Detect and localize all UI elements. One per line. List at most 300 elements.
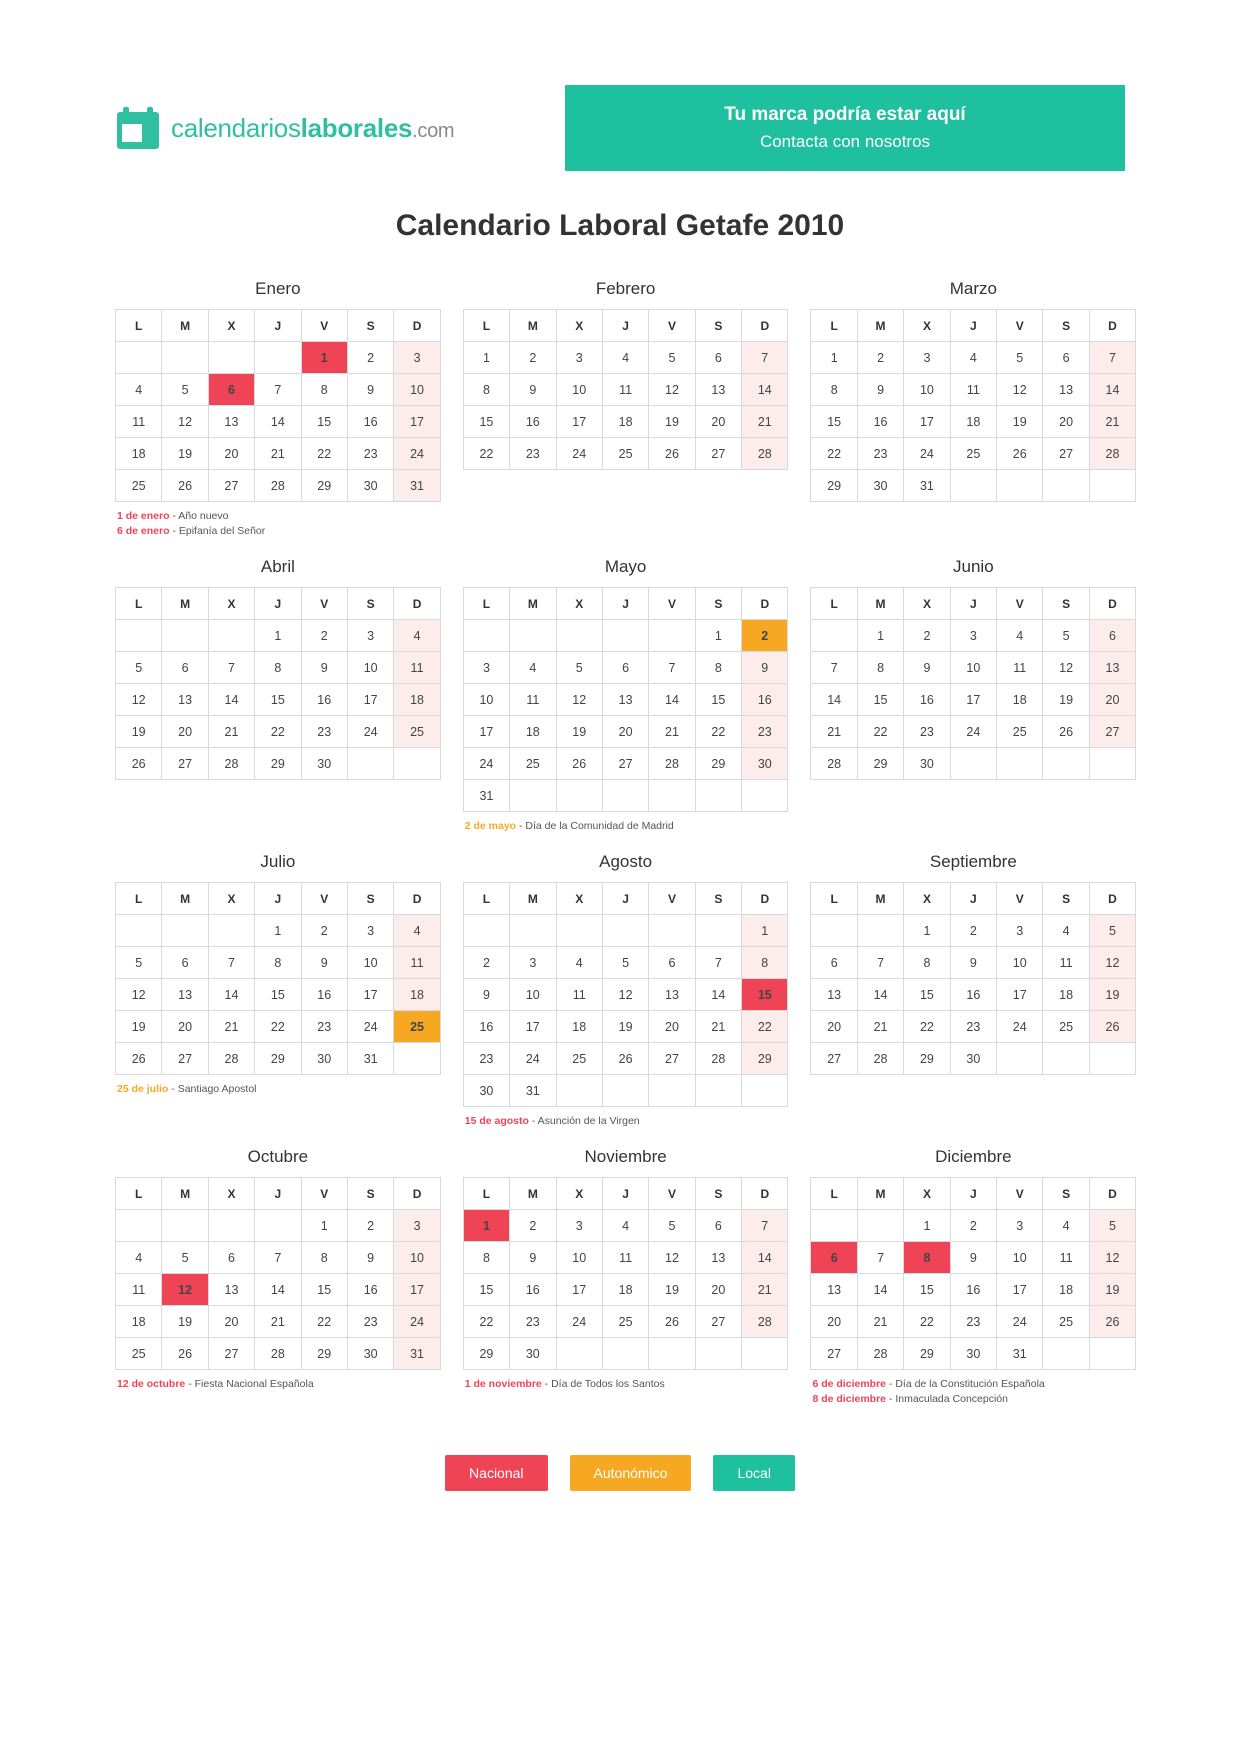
day-cell: 28	[255, 470, 301, 502]
day-cell: 20	[162, 1011, 208, 1043]
day-cell: 31	[904, 470, 950, 502]
day-cell: 27	[811, 1043, 857, 1075]
page-header	[0, 0, 1240, 171]
weekday-header: L	[811, 588, 857, 620]
week-row	[463, 406, 788, 438]
day-cell: 15	[857, 684, 903, 716]
empty-day-cell	[811, 915, 857, 947]
empty-day-cell	[695, 780, 741, 812]
holiday-day-cell: 6	[811, 1242, 857, 1274]
weekday-header: V	[649, 1178, 695, 1210]
ad-banner-subtext: Contacta con nosotros	[759, 132, 931, 151]
day-cell: 1	[255, 915, 301, 947]
day-cell: 15	[255, 684, 301, 716]
day-cell: 17	[997, 979, 1043, 1011]
day-cell: 4	[556, 947, 602, 979]
day-cell: 13	[695, 374, 741, 406]
day-cell: 23	[904, 716, 950, 748]
weekday-header-row	[811, 883, 1136, 915]
day-cell: 9	[347, 374, 393, 406]
day-cell: 22	[811, 438, 857, 470]
day-cell: 22	[463, 1306, 509, 1338]
page-title: Calendario Laboral Getafe 2010	[395, 209, 845, 242]
day-cell: 14	[857, 1274, 903, 1306]
day-cell: 23	[347, 1306, 393, 1338]
day-cell: 21	[695, 1011, 741, 1043]
day-cell: 3	[347, 915, 393, 947]
day-cell: 9	[463, 979, 509, 1011]
weekday-header: L	[811, 883, 857, 915]
legend-item-nacional[interactable]: Nacional	[445, 1455, 547, 1491]
day-cell: 17	[510, 1011, 556, 1043]
day-cell: 8	[811, 374, 857, 406]
holiday-note-date: 6 de diciembre	[812, 1378, 886, 1390]
empty-day-cell	[857, 915, 903, 947]
day-cell: 5	[116, 947, 162, 979]
day-cell: 28	[255, 1338, 301, 1370]
day-cell: 20	[695, 406, 741, 438]
day-cell: 6	[602, 652, 648, 684]
day-cell: 7	[255, 1242, 301, 1274]
weekday-header: S	[695, 310, 741, 342]
day-cell: 8	[904, 947, 950, 979]
holiday-note	[465, 1114, 789, 1129]
day-cell: 16	[510, 1274, 556, 1306]
holiday-note-date: 12 de octubre	[117, 1378, 186, 1390]
weekday-header: M	[162, 883, 208, 915]
ad-banner-headline: Tu marca podría estar aquí	[724, 104, 966, 125]
day-cell: 21	[255, 438, 301, 470]
day-cell: 12	[116, 684, 162, 716]
weekday-header: M	[857, 883, 903, 915]
empty-day-cell	[950, 470, 996, 502]
day-cell: 3	[394, 342, 440, 374]
weekday-header-row	[116, 310, 441, 342]
weekday-header: J	[255, 1178, 301, 1210]
day-cell: 4	[1043, 1210, 1089, 1242]
day-cell: 19	[1043, 684, 1089, 716]
weekday-header: S	[347, 883, 393, 915]
month-block	[115, 1147, 441, 1407]
empty-day-cell	[116, 915, 162, 947]
day-cell: 17	[556, 406, 602, 438]
weekday-header: D	[742, 588, 788, 620]
month-name: Octubre	[247, 1147, 309, 1166]
week-row	[463, 748, 788, 780]
day-cell: 16	[301, 684, 347, 716]
week-row	[116, 979, 441, 1011]
week-row	[463, 1242, 788, 1274]
day-cell: 17	[347, 684, 393, 716]
day-cell: 13	[602, 684, 648, 716]
day-cell: 2	[301, 915, 347, 947]
weekday-header: V	[649, 588, 695, 620]
weekday-header: L	[811, 1178, 857, 1210]
weekday-header: L	[463, 883, 509, 915]
weekday-header: D	[1089, 310, 1135, 342]
day-cell: 20	[649, 1011, 695, 1043]
holiday-note-description: - Día de Todos los Santos	[541, 1378, 665, 1390]
day-cell: 24	[394, 1306, 440, 1338]
week-row	[463, 780, 788, 812]
day-cell: 31	[394, 1338, 440, 1370]
weekday-header: S	[1043, 588, 1089, 620]
holiday-day-cell: 6	[208, 374, 254, 406]
empty-day-cell	[463, 915, 509, 947]
week-row	[463, 1210, 788, 1242]
weekday-header-row	[463, 310, 788, 342]
day-cell: 17	[347, 979, 393, 1011]
month-block	[810, 1147, 1136, 1407]
day-cell: 5	[602, 947, 648, 979]
day-cell: 13	[162, 979, 208, 1011]
day-cell: 21	[208, 1011, 254, 1043]
day-cell: 17	[463, 716, 509, 748]
day-cell: 30	[301, 748, 347, 780]
day-cell: 3	[950, 620, 996, 652]
logo-text-part1: calendarios	[171, 112, 301, 143]
day-cell: 5	[997, 342, 1043, 374]
day-cell: 28	[811, 748, 857, 780]
weekday-header: V	[301, 588, 347, 620]
day-cell: 11	[394, 652, 440, 684]
day-cell: 2	[347, 1210, 393, 1242]
day-cell: 14	[695, 979, 741, 1011]
week-row	[116, 915, 441, 947]
day-cell: 12	[556, 684, 602, 716]
empty-day-cell	[649, 1338, 695, 1370]
day-cell: 15	[463, 1274, 509, 1306]
weekday-header: J	[950, 310, 996, 342]
day-cell: 29	[904, 1043, 950, 1075]
month-block	[810, 852, 1136, 1129]
legend-item-autonomico[interactable]: Autonómico	[570, 1455, 692, 1491]
day-cell: 21	[1089, 406, 1135, 438]
day-cell: 30	[301, 1043, 347, 1075]
day-cell: 24	[556, 1306, 602, 1338]
day-cell: 19	[162, 1306, 208, 1338]
day-cell: 5	[116, 652, 162, 684]
empty-day-cell	[463, 620, 509, 652]
holiday-note-description: - Año nuevo	[169, 510, 229, 522]
day-cell: 11	[1043, 947, 1089, 979]
week-row	[811, 1210, 1136, 1242]
day-cell: 11	[602, 374, 648, 406]
day-cell: 20	[811, 1011, 857, 1043]
empty-day-cell	[602, 1338, 648, 1370]
month-notes	[465, 819, 789, 834]
day-cell: 29	[463, 1338, 509, 1370]
day-cell: 23	[857, 438, 903, 470]
week-row	[116, 1338, 441, 1370]
day-cell: 10	[556, 1242, 602, 1274]
day-cell: 3	[556, 1210, 602, 1242]
weekday-header: J	[255, 588, 301, 620]
weekday-header: X	[556, 310, 602, 342]
day-cell: 1	[301, 1210, 347, 1242]
day-cell: 19	[556, 716, 602, 748]
empty-day-cell	[347, 748, 393, 780]
day-cell: 30	[950, 1338, 996, 1370]
week-row	[463, 915, 788, 947]
day-cell: 18	[1043, 979, 1089, 1011]
day-cell: 7	[255, 374, 301, 406]
empty-day-cell	[116, 1210, 162, 1242]
day-cell: 11	[394, 947, 440, 979]
day-cell: 11	[116, 1274, 162, 1306]
day-cell: 23	[742, 716, 788, 748]
day-cell: 7	[857, 1242, 903, 1274]
day-cell: 15	[255, 979, 301, 1011]
empty-day-cell	[255, 342, 301, 374]
day-cell: 15	[695, 684, 741, 716]
holiday-day-cell: 1	[463, 1210, 509, 1242]
week-row	[463, 342, 788, 374]
weekday-header: V	[997, 1178, 1043, 1210]
empty-day-cell	[1043, 470, 1089, 502]
day-cell: 6	[695, 342, 741, 374]
empty-day-cell	[510, 780, 556, 812]
day-cell: 12	[1089, 1242, 1135, 1274]
month-name: Agosto	[599, 852, 653, 871]
week-row	[811, 1242, 1136, 1274]
holiday-note-description: - Asunción de la Virgen	[528, 1115, 640, 1127]
weekday-header: M	[162, 588, 208, 620]
empty-day-cell	[556, 1075, 602, 1107]
empty-day-cell	[162, 342, 208, 374]
holiday-note-date: 1 de noviembre	[464, 1378, 542, 1390]
empty-day-cell	[208, 1210, 254, 1242]
day-cell: 1	[255, 620, 301, 652]
day-cell: 31	[347, 1043, 393, 1075]
day-cell: 2	[950, 915, 996, 947]
empty-day-cell	[1089, 748, 1135, 780]
empty-day-cell	[602, 620, 648, 652]
week-row	[463, 1274, 788, 1306]
month-block	[115, 557, 441, 834]
holiday-note-description: - Santiago Apostol	[168, 1083, 257, 1095]
day-cell: 3	[463, 652, 509, 684]
month-block	[463, 1147, 789, 1407]
day-cell: 25	[997, 716, 1043, 748]
day-cell: 2	[347, 342, 393, 374]
week-row	[116, 947, 441, 979]
week-row	[463, 1306, 788, 1338]
day-cell: 1	[904, 1210, 950, 1242]
weekday-header: L	[116, 310, 162, 342]
day-cell: 1	[463, 342, 509, 374]
day-cell: 8	[857, 652, 903, 684]
day-cell: 17	[394, 406, 440, 438]
day-cell: 4	[997, 620, 1043, 652]
day-cell: 7	[1089, 342, 1135, 374]
holiday-day-cell: 15	[742, 979, 788, 1011]
month-name: Marzo	[949, 279, 997, 298]
month-name: Junio	[953, 557, 994, 576]
weekday-header: J	[602, 588, 648, 620]
day-cell: 9	[301, 652, 347, 684]
day-cell: 15	[904, 979, 950, 1011]
day-cell: 30	[463, 1075, 509, 1107]
weekday-header: S	[695, 588, 741, 620]
day-cell: 16	[347, 1274, 393, 1306]
empty-day-cell	[742, 1338, 788, 1370]
day-cell: 3	[347, 620, 393, 652]
day-cell: 27	[162, 748, 208, 780]
weekday-header: D	[1089, 588, 1135, 620]
weekday-header: X	[904, 588, 950, 620]
day-cell: 21	[742, 406, 788, 438]
day-cell: 25	[950, 438, 996, 470]
month-block	[463, 279, 789, 539]
day-cell: 21	[857, 1306, 903, 1338]
day-cell: 26	[162, 470, 208, 502]
day-cell: 26	[1043, 716, 1089, 748]
day-cell: 10	[347, 652, 393, 684]
weekday-header: M	[510, 883, 556, 915]
day-cell: 9	[510, 1242, 556, 1274]
empty-day-cell	[255, 1210, 301, 1242]
weekday-header: J	[950, 588, 996, 620]
day-cell: 23	[347, 438, 393, 470]
week-row	[463, 620, 788, 652]
day-cell: 14	[649, 684, 695, 716]
week-row	[116, 438, 441, 470]
weekday-header: V	[301, 883, 347, 915]
day-cell: 10	[950, 652, 996, 684]
week-row	[811, 947, 1136, 979]
day-cell: 13	[811, 1274, 857, 1306]
day-cell: 19	[162, 438, 208, 470]
day-cell: 28	[857, 1043, 903, 1075]
empty-day-cell	[742, 1075, 788, 1107]
day-cell: 27	[695, 438, 741, 470]
legend-item-local[interactable]: Local	[713, 1455, 794, 1491]
month-notes	[465, 1377, 789, 1392]
day-cell: 2	[904, 620, 950, 652]
site-logo[interactable]	[115, 105, 454, 151]
weekday-header-row	[116, 1178, 441, 1210]
empty-day-cell	[1089, 1338, 1135, 1370]
month-block	[810, 279, 1136, 539]
empty-day-cell	[649, 620, 695, 652]
holiday-note-description: - Inmaculada Concepción	[886, 1393, 1008, 1405]
empty-day-cell	[742, 780, 788, 812]
weekday-header-row	[463, 588, 788, 620]
day-cell: 22	[904, 1011, 950, 1043]
day-cell: 12	[162, 406, 208, 438]
week-row	[463, 979, 788, 1011]
day-cell: 25	[1043, 1011, 1089, 1043]
month-table	[115, 1177, 441, 1370]
week-row	[116, 374, 441, 406]
week-row	[811, 979, 1136, 1011]
month-notes	[117, 1377, 441, 1392]
month-block	[115, 852, 441, 1129]
week-row	[811, 406, 1136, 438]
holiday-day-cell: 1	[301, 342, 347, 374]
day-cell: 1	[811, 342, 857, 374]
day-cell: 14	[208, 684, 254, 716]
holiday-day-cell: 25	[394, 1011, 440, 1043]
day-cell: 26	[602, 1043, 648, 1075]
week-row	[463, 1338, 788, 1370]
ad-banner[interactable]	[565, 85, 1125, 171]
day-cell: 5	[649, 342, 695, 374]
weekday-header: S	[1043, 1178, 1089, 1210]
day-cell: 24	[510, 1043, 556, 1075]
day-cell: 15	[811, 406, 857, 438]
week-row	[811, 915, 1136, 947]
empty-day-cell	[162, 915, 208, 947]
weekday-header: V	[997, 310, 1043, 342]
weekday-header-row	[811, 1178, 1136, 1210]
month-block	[463, 557, 789, 834]
day-cell: 29	[742, 1043, 788, 1075]
empty-day-cell	[602, 915, 648, 947]
month-name: Mayo	[604, 557, 647, 576]
day-cell: 1	[695, 620, 741, 652]
weekday-header: D	[394, 1178, 440, 1210]
day-cell: 21	[742, 1274, 788, 1306]
day-cell: 12	[602, 979, 648, 1011]
empty-day-cell	[811, 1210, 857, 1242]
day-cell: 24	[463, 748, 509, 780]
empty-day-cell	[997, 1043, 1043, 1075]
empty-day-cell	[556, 1338, 602, 1370]
day-cell: 4	[116, 1242, 162, 1274]
day-cell: 25	[556, 1043, 602, 1075]
day-cell: 14	[1089, 374, 1135, 406]
week-row	[811, 1338, 1136, 1370]
month-name: Septiembre	[929, 852, 1017, 871]
day-cell: 10	[904, 374, 950, 406]
day-cell: 20	[208, 1306, 254, 1338]
week-row	[463, 684, 788, 716]
day-cell: 5	[1043, 620, 1089, 652]
day-cell: 26	[116, 748, 162, 780]
day-cell: 9	[950, 947, 996, 979]
weekday-header: V	[997, 588, 1043, 620]
month-block	[810, 557, 1136, 834]
day-cell: 23	[510, 1306, 556, 1338]
day-cell: 1	[904, 915, 950, 947]
day-cell: 3	[510, 947, 556, 979]
day-cell: 26	[649, 438, 695, 470]
day-cell: 11	[950, 374, 996, 406]
logo-text-part2: laborales	[300, 112, 413, 143]
week-row	[116, 652, 441, 684]
weekday-header: J	[950, 883, 996, 915]
day-cell: 20	[162, 716, 208, 748]
day-cell: 6	[811, 947, 857, 979]
month-notes	[812, 1377, 1136, 1407]
day-cell: 2	[857, 342, 903, 374]
day-cell: 20	[208, 438, 254, 470]
day-cell: 20	[602, 716, 648, 748]
day-cell: 25	[510, 748, 556, 780]
day-cell: 31	[394, 470, 440, 502]
day-cell: 2	[510, 1210, 556, 1242]
day-cell: 2	[463, 947, 509, 979]
day-cell: 26	[1089, 1306, 1135, 1338]
day-cell: 28	[649, 748, 695, 780]
month-block	[463, 852, 789, 1129]
day-cell: 1	[857, 620, 903, 652]
day-cell: 13	[1089, 652, 1135, 684]
day-cell: 19	[116, 716, 162, 748]
day-cell: 30	[510, 1338, 556, 1370]
